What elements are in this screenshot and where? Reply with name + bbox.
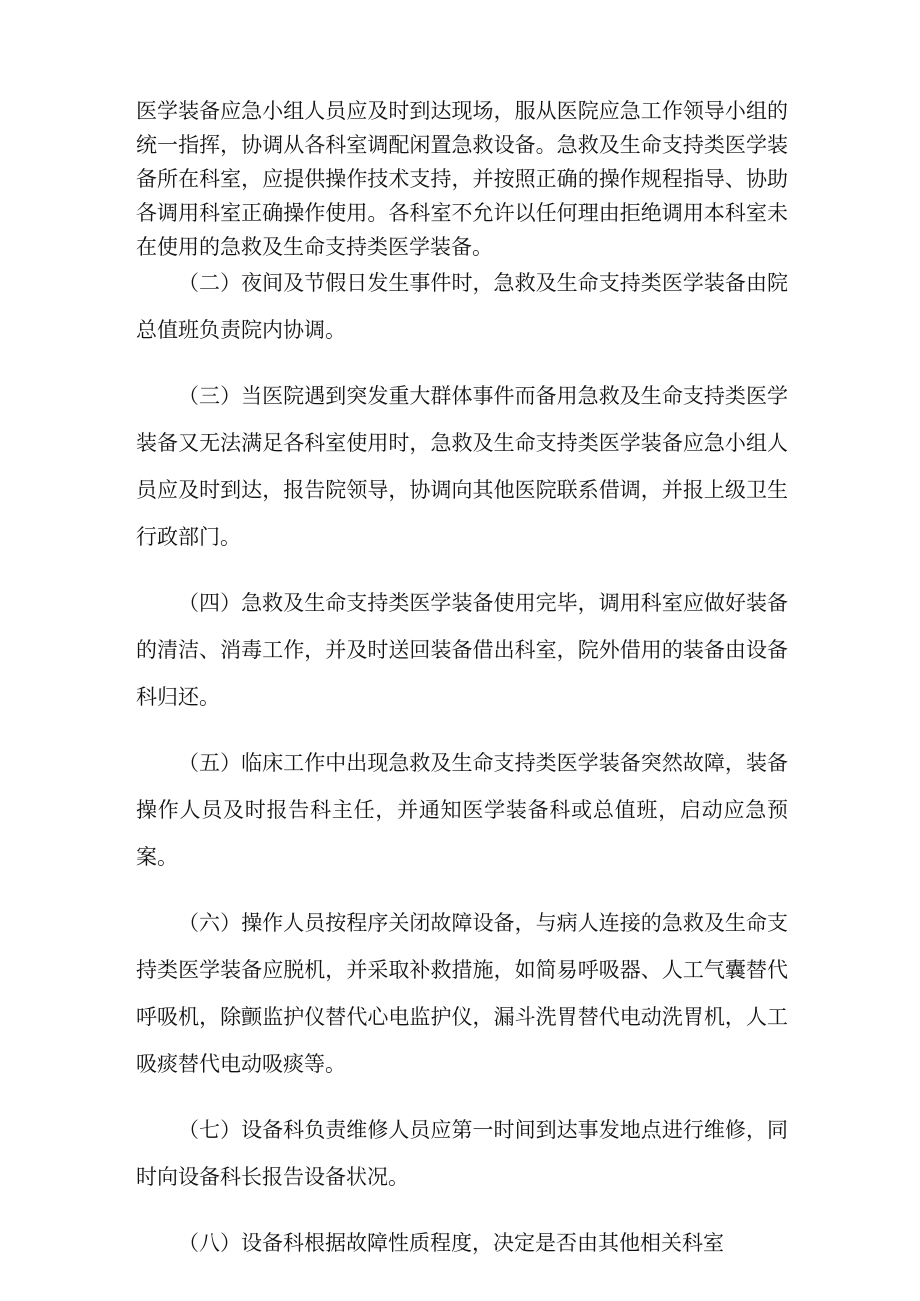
paragraph-text: 医学装备应急小组人员应及时到达现场，服从医院应急工作领导小组的统一指挥，协调从各科室调配闲置急救设备。急救及生命支持类医学装备所在科室，应提供操作技术支持，并按照正确的操作规程指导、协助各调用科室正确操作使用。各科室不允许以任何理由拒绝调用本科室未在使用的急救及生命支持类医学装备。 <box>136 99 788 259</box>
numbered-paragraphs <box>136 260 788 1286</box>
paragraph-5 <box>136 740 788 881</box>
paragraph-6 <box>136 900 788 1088</box>
paragraph-text: （四）急救及生命支持类医学装备使用完毕，调用科室应做好装备的清洁、消毒工作，并及时送回装备借出科室，院外借用的装备由设备科归还。 <box>136 591 788 709</box>
paragraph-text: （七）设备科负责维修人员应第一时间到达事发地点进行维修，同时向设备科长报告设备状况。 <box>136 1118 788 1189</box>
paragraph-continuation <box>136 94 788 264</box>
paragraph-text: （二）夜间及节假日发生事件时，急救及生命支持类医学装备由院总值班负责院内协调。 <box>136 271 788 342</box>
paragraph-text: （五）临床工作中出现急救及生命支持类医学装备突然故障，装备操作人员及时报告科主任，并通知医学装备科或总值班，启动应急预案。 <box>136 751 788 869</box>
paragraph-8 <box>136 1220 788 1267</box>
paragraph-text: （六）操作人员按程序关闭故障设备，与病人连接的急救及生命支持类医学装备应脱机，并采取补救措施，如简易呼吸器、人工气囊替代呼吸机，除颤监护仪替代心电监护仪，漏斗洗胃替代电动洗胃机，人工吸痰替代电动吸痰等。 <box>136 911 788 1076</box>
paragraph-text: （三）当医院遇到突发重大群体事件而备用急救及生命支持类医学装备又无法满足各科室使用时，急救及生命支持类医学装备应急小组人员应及时到达，报告院领导，协调向其他医院联系借调，并报上级卫生行政部门。 <box>136 384 788 549</box>
paragraph-text: （八）设备科根据故障性质程度，决定是否由其他相关科室 <box>178 1231 724 1255</box>
paragraph-7 <box>136 1107 788 1201</box>
paragraph-2 <box>136 260 788 354</box>
paragraph-3 <box>136 373 788 561</box>
paragraph-4 <box>136 580 788 721</box>
